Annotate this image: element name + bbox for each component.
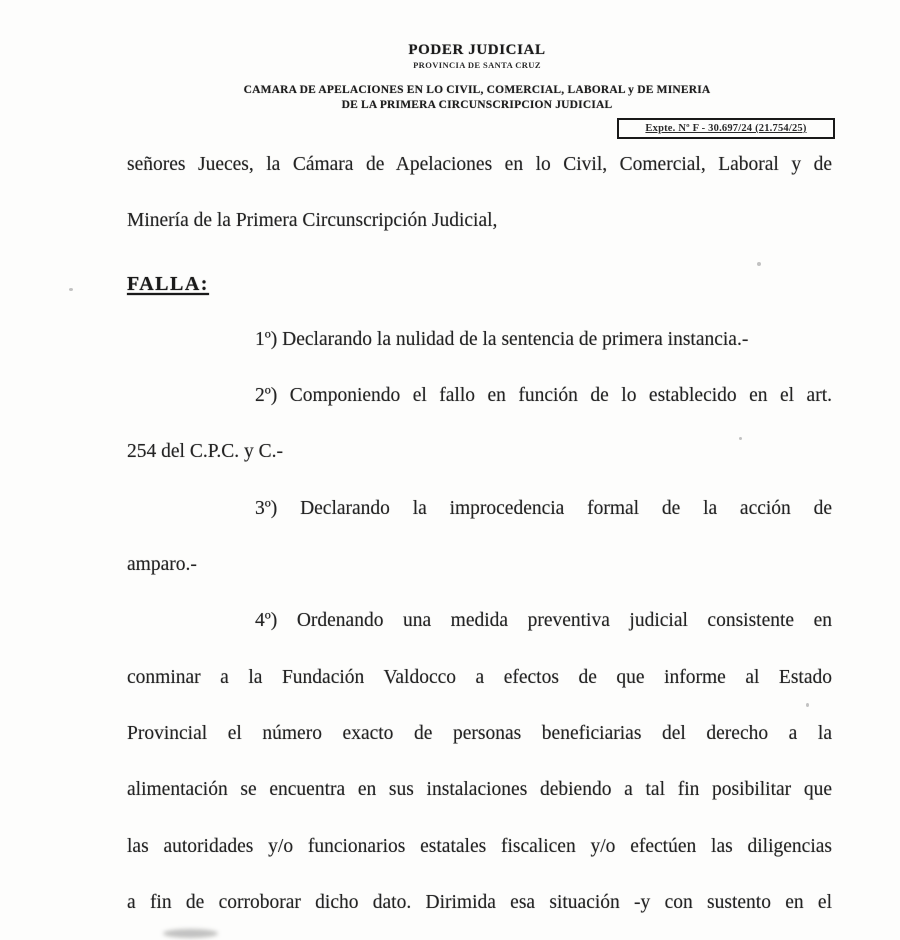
scan-artifact <box>757 262 761 266</box>
scan-smudge <box>163 929 218 938</box>
scan-artifact <box>806 703 809 707</box>
body-line: señores Jueces, la Cámara de Apelaciones en lo Civil, Comercial, Laboral y de <box>127 154 832 175</box>
body-line: Minería de la Primera Circunscripción Judicial, <box>127 210 498 232</box>
org-subtitle: PROVINCIA DE SANTA CRUZ <box>413 60 541 70</box>
ruling-line-4-cont: conminar a la Fundación Valdocco a efectos de que informe al Estado <box>127 666 832 688</box>
ruling-line-4-cont: a fin de corroborar dicho dato. Dirimida esa situación -y con sustento en el <box>127 891 832 913</box>
court-name-line-2: DE LA PRIMERA CIRCUNSCRIPCION JUDICIAL <box>341 99 613 111</box>
ruling-line-4-cont: Provincial el número exacto de personas beneficiarias del derecho a la <box>127 722 832 744</box>
ruling-heading: FALLA: <box>127 272 209 295</box>
scan-artifact <box>739 437 742 440</box>
ruling-line-1: 1º) Declarando la nulidad de la sentencia de primera instancia.- <box>255 328 749 350</box>
ruling-line-4-cont: las autoridades y/o funcionarios estatales fiscalicen y/o efectúen las diligencias <box>127 835 832 857</box>
court-name-line-1: CAMARA DE APELACIONES EN LO CIVIL, COMERCIAL, LABORAL y DE MINERIA <box>243 84 711 96</box>
ruling-line-2: 2º) Componiendo el fallo en función de lo establecido en el art. <box>255 385 832 407</box>
ruling-line-3: 3º) Declarando la improcedencia formal de la acción de <box>255 497 832 519</box>
ruling-line-3-cont: amparo.- <box>127 554 197 576</box>
ruling-line-4-cont: alimentación se encuentra en sus instalaciones debiendo a tal fin posibilitar que <box>127 779 832 801</box>
ruling-line-4: 4º) Ordenando una medida preventiva judicial consistente en <box>255 610 832 632</box>
scan-artifact <box>69 288 73 291</box>
case-number: Expte. Nº F - 30.697/24 (21.754/25) <box>645 123 807 134</box>
document-body <box>127 152 832 940</box>
case-number-box <box>617 118 835 139</box>
org-title: PODER JUDICIAL <box>408 42 546 58</box>
ruling-line-2-cont: 254 del C.P.C. y C.- <box>127 441 284 463</box>
